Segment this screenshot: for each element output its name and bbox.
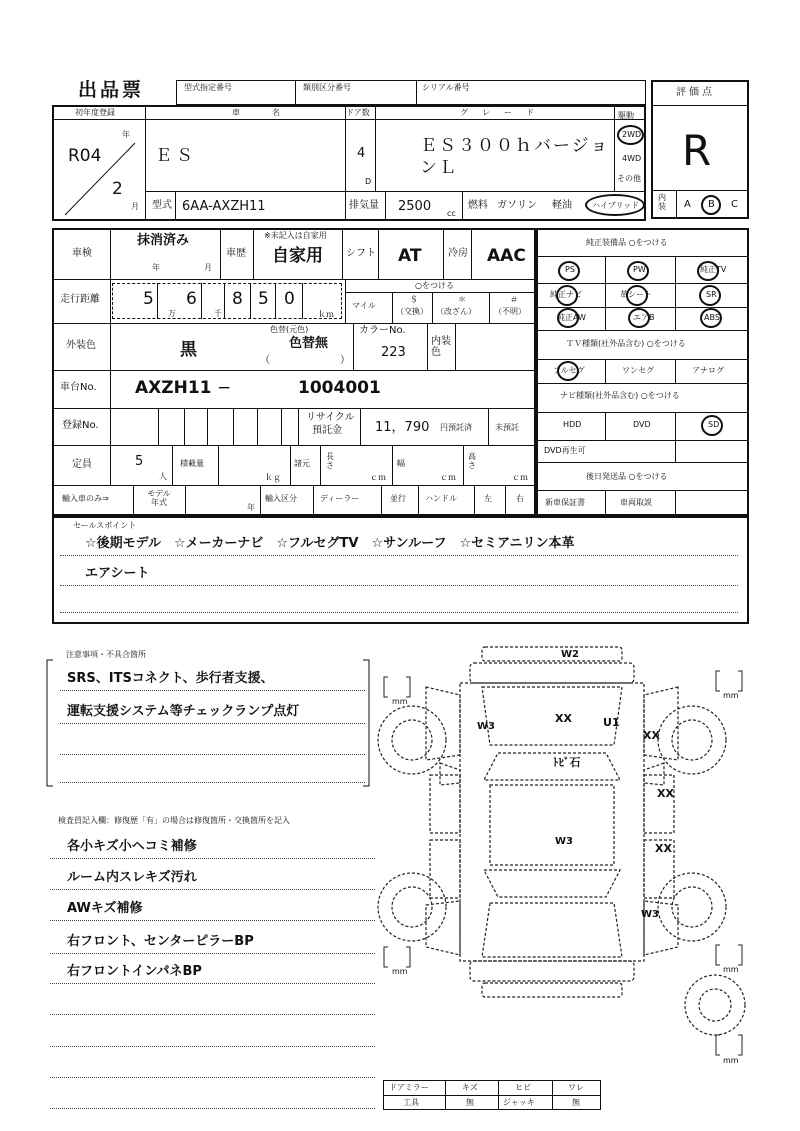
taka-cm: ｃｍ [512,473,528,482]
hybrid: ハイブリッド [592,201,640,210]
legend-doormirror: ドアミラー [389,1083,429,1092]
koukan-option: （交換） [396,307,428,316]
legend-kizu: キズ [462,1083,478,1092]
navi-hdd: HDD [563,420,582,429]
odo-digit-3: 8 [232,289,243,309]
handle-left: 左 [484,494,492,503]
form-title: 出品票 [78,79,145,101]
equip-ps-circle [558,261,580,281]
tv-fullseg-circle [557,361,579,381]
recycle-mi: 未預託 [495,423,519,432]
irokae-label: 色替(元色) [270,325,309,334]
car-damage-diagram [370,635,760,1075]
kaizan-sym: ＊ [458,295,466,304]
hyokaten-label: 評価点 [676,87,715,98]
tv-analog: アナログ [692,366,724,375]
inspector-line-3: AWキズ補修 [67,901,143,916]
first-reg-year: R04 [68,146,102,166]
naga-cm: ｃｍ [370,473,386,482]
inspector-label: 検査員記入欄：修復歴「有」の場合は修復箇所・交換箇所を記入 [58,816,290,825]
notes-line-2: 運転支援システム等チェックランプ点灯 [67,704,300,719]
haba-label: 幅 [397,459,405,468]
paren-close: ） [340,355,350,366]
koukan-sym: ＄ [410,295,418,304]
sales-line-1: ☆後期モデル ☆メーカーナビ ☆フルセグTV ☆サンルーフ ☆セミアニリン本革 [85,536,575,551]
mm-front-left: mm [392,697,408,706]
color-no-label: カラーNo. [359,325,406,336]
damage-w3-left: W3 [477,721,495,732]
legend-ware: ワレ [568,1083,584,1092]
irokae-value: 色替無 [289,336,329,351]
mileage-tsukeru: ○をつける [415,281,454,290]
damage-xx-rear-door: XX [655,842,672,855]
navi-dvd: DVD [633,420,651,429]
kudo-other: その他 [617,174,641,183]
damage-u1: U1 [603,716,620,729]
legend-hibi: ヒビ [515,1083,531,1092]
equip-pw: PW [633,265,646,274]
hybrid-circle [585,194,645,216]
navi-sd-circle [701,415,723,436]
serial-label: シリアル番号 [422,83,470,92]
equip-navi-circle [556,285,578,306]
handle-right: 右 [516,494,524,503]
sharyo-torisetsu: 車両取説 [620,498,652,507]
naiso-a: A [684,199,691,210]
fumei-sym: ＃ [510,295,518,304]
damage-w2: W2 [561,649,579,660]
naiso-c: C [731,199,738,210]
ruibetsu-label: 類別区分番号 [303,83,351,92]
equip-abs: ABS [704,313,720,322]
equip-sr-circle [699,285,721,306]
mm-rear-left: mm [392,967,408,976]
legend-jack: ジャッキ [503,1098,535,1107]
kudo-2wd: 2WD [622,130,642,139]
yunyu-only: 輸入車のみ⇒ [62,494,109,503]
notes-label: 注意事項・不具合箇所 [66,650,146,659]
teiin-label: 定員 [72,459,92,470]
paren-open: （ [260,355,270,366]
yunyu-kubun: 輸入区分 [265,494,297,503]
door-count: 4 [357,146,366,161]
mm-rear-right: mm [723,965,739,974]
equip-pw-circle [627,261,649,281]
equip-leather-circle [626,285,648,306]
grade-label: グ レ ー ド [460,108,537,117]
km-unit: ｋｍ [318,310,334,319]
damage-xx-front-door: XX [657,787,674,800]
haikiryo-label: 排気量 [349,200,379,211]
gasoline: ガソリン [497,200,537,211]
mm-spare: mm [723,1056,739,1065]
katashiki-shitei-label: 型式指定番号 [184,83,232,92]
odo-digit-4: 5 [258,289,269,309]
kg-unit: ｋｇ [265,473,281,482]
equip-abs-circle [700,308,722,328]
naisoshoku-label: 内装色 [431,336,451,358]
note-unfilled: ※未記入は自家用 [264,231,327,240]
shareki-value: 自家用 [272,246,323,266]
recycle-zumi: 円預託済 [440,423,472,432]
taka-label: 高さ [468,452,476,470]
inspector-line-1: 各小キズ小ヘコミ補修 [67,839,197,854]
tv-oneseg: ワンセグ [622,366,654,375]
man-unit: 万 [168,309,176,318]
mm-front-right: mm [723,691,739,700]
recycle-label-2: 預託金 [312,425,342,436]
teiin-value: 5 [135,454,144,469]
first-reg-month: 2 [112,179,123,199]
recycle-label-1: リサイクル [306,412,355,423]
tv-title: ＴＶ種類(社外品含む) ○をつける [566,339,686,348]
soko-label: 走行距離 [60,294,100,305]
inspector-line-5: 右フロントインパネBP [67,964,202,979]
equip-sr: SR [706,290,717,299]
junsei-title: 純正装備品 ○をつける [586,238,668,247]
legend-jack-val: 無 [572,1098,580,1107]
date-slash [60,140,140,220]
naiso-b: B [708,199,715,210]
shift-value: AT [398,246,422,266]
cc-unit: cc [447,209,456,218]
sales-line-2: エアシート [85,566,150,581]
shaken-value: 抹消済み [137,233,190,248]
model-nenshiki: モデル年式 [147,489,171,508]
inspector-line-4: 右フロント、センターピラーBP [67,934,254,949]
katashiki-value: 6AA-AXZH11 [182,199,266,214]
equip-aw-circle [557,308,579,328]
reibo-value: AAC [487,246,526,266]
naga-label: 長さ [326,452,334,470]
damage-w3-rear: W3 [641,909,659,920]
navi-title: ナビ種類(社外品含む) ○をつける [560,391,680,400]
car-name: ＥＳ [155,146,197,166]
hyokaten-value: R [682,126,712,175]
kudo-label: 駆動 [618,111,634,120]
atohin-title: 後日発送品 ○をつける [586,472,668,481]
handle-label: ハンドル [425,494,457,503]
nenryo-label: 燃料 [468,200,488,211]
gaisoshoku-label: 外装色 [66,340,96,351]
equip-aw: 純正AW [557,313,586,322]
month-unit: 月 [131,202,139,211]
equip-ps: PS [565,265,575,274]
equip-navi: 純正ナビ [550,290,582,299]
recycle-value: 11，790 [375,420,430,435]
fumei-option: （不明） [494,307,526,316]
sales-point-box [52,516,749,624]
kaizan-option: （改ざん） [436,307,476,316]
shift-label: シフト [346,248,376,259]
shonendo-label: 初年度登録 [75,108,115,117]
damage-xx-front-right: XX [643,729,660,742]
sales-label: セールスポイント [73,521,137,530]
shaken-month-unit: 月 [204,263,212,272]
sekisai-label: 積載量 [180,459,204,468]
color-no-value: 223 [381,345,406,360]
odo-digit-2: 6 [186,289,197,309]
haba-cm: ｃｍ [440,473,456,482]
shadai-label: 車台No. [60,382,97,393]
shadai-dash: − [217,378,232,398]
shaken-year-unit: 年 [152,263,160,272]
grade-line1: ＥＳ３００ｈバージョ [420,136,610,156]
damage-w3-roof: W3 [555,836,573,847]
door-d: D [365,177,372,186]
shaken-label: 車検 [72,248,92,259]
shadai-number: 1004001 [298,378,381,398]
inspector-line-2: ルーム内スレキズ汚れ [67,870,197,885]
shamei-label: 車 名 [232,108,282,117]
equip-leather: 革シート [620,290,652,299]
naiso-b-circle [701,195,721,215]
equip-junsei-tv: 純正TV [700,265,727,274]
legend-kogu-val: 無 [466,1098,474,1107]
shinsha-hosho: 新車保証書 [545,498,585,507]
door-label: ドア数 [346,108,370,117]
mile-option: マイル [352,301,376,310]
equip-airbag: エアB [633,313,655,322]
katashiki-label: 型式 [152,200,172,211]
shareki-label: 車歴 [226,248,246,259]
reibo-label: 冷房 [448,248,468,259]
damage-xx-hood: XX [555,712,572,725]
equip-tv-circle [697,261,719,281]
header-number-box [176,80,646,105]
dealer-option: ディーラー [320,494,360,503]
odo-digit-1: 5 [143,289,154,309]
equip-airbag-circle [628,308,650,328]
haikiryo-value: 2500 [398,199,432,214]
kudo-4wd: 4WD [622,154,642,163]
tv-fullseg: フルセグ [553,366,585,375]
heiko-option: 並行 [390,494,406,503]
sen-unit: 千 [214,309,222,318]
navi-sd: SD [708,420,720,429]
odo-digit-5: 0 [284,289,295,309]
gaisoshoku-value: 黒 [180,340,197,360]
keiyu: 軽油 [552,200,572,211]
dvd-play: DVD再生可 [544,446,586,455]
grade-line2: ンＬ [420,158,458,178]
toroku-label: 登録No. [62,420,99,431]
notes-line-1: SRS、ITSコネクト、歩行者支援、 [67,671,274,686]
kudo-2wd-circle [617,125,644,145]
year-unit: 年 [122,130,130,139]
shadai-prefix: AXZH11 [135,378,212,398]
naiso-label: 内装 [658,193,666,211]
model-nen: 年 [247,503,255,512]
nin-unit: 人 [159,472,167,481]
shogen-label: 諸元 [294,459,310,468]
legend-kogu: 工具 [403,1098,419,1107]
damage-hibi-ishi: ﾄﾋﾞ石 [553,756,581,769]
